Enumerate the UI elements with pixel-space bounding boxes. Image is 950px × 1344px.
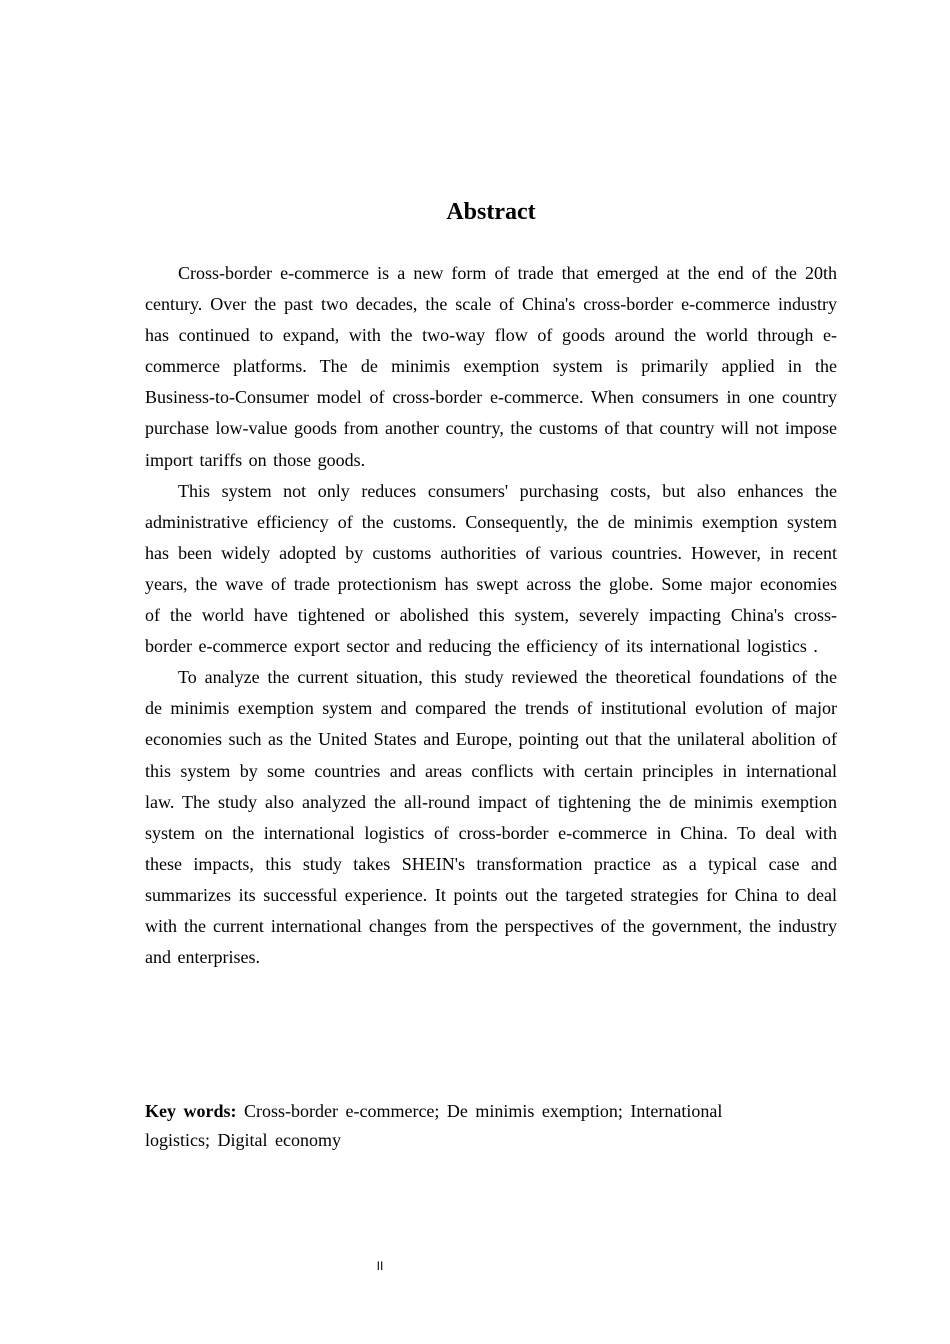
abstract-paragraph-2: This system not only reduces consumers' purchasing costs, but also enhances the administrative efficiency of the customs. Consequently, the de minimis exemption system has been widely adopted by customs authorities of various countries. However, in recent years, the wave of trade protectionism has swept across the globe. Some major economies of the world have tightened or abolished this system, severely impacting China's cross-border e-commerce export sector and reducing the efficiency of its international logistics . [145, 480, 837, 657]
abstract-body [145, 258, 837, 973]
page-number: II [376, 1259, 384, 1273]
abstract-paragraph-3: To analyze the current situation, this study reviewed the theoretical foundations of the de minimis exemption system and compared the trends of institutional evolution of major economies such as the United States and Europe, pointing out that the unilateral abolition of this system by some countries and areas conflicts with certain principles in international law. The study also analyzed the all-round impact of tightening the de minimis exemption system on the international logistics of cross-border e-commerce in China. To deal with these impacts, this study takes SHEIN's transformation practice as a typical case and summarizes its successful experience. It points out the targeted strategies for China to deal with the current international changes from the perspectives of the government, the industry and enterprises. [145, 667, 837, 968]
keywords-section [145, 1097, 785, 1155]
page-title: Abstract [446, 199, 536, 225]
keywords-label: Key words: [145, 1101, 237, 1121]
keywords-text: Cross-border e-commerce; De minimis exemption; International logistics; Digital economy [145, 1101, 723, 1150]
abstract-paragraph-1: Cross-border e-commerce is a new form of trade that emerged at the end of the 20th century. Over the past two decades, the scale of China's cross-border e-commerce industry has continued to expand, with the two-way flow of goods around the world through e-commerce platforms. The de minimis exemption system is primarily applied in the Business-to-Consumer model of cross-border e-commerce. When consumers in one country purchase low-value goods from another country, the customs of that country will not impose import tariffs on those goods. [145, 263, 837, 470]
